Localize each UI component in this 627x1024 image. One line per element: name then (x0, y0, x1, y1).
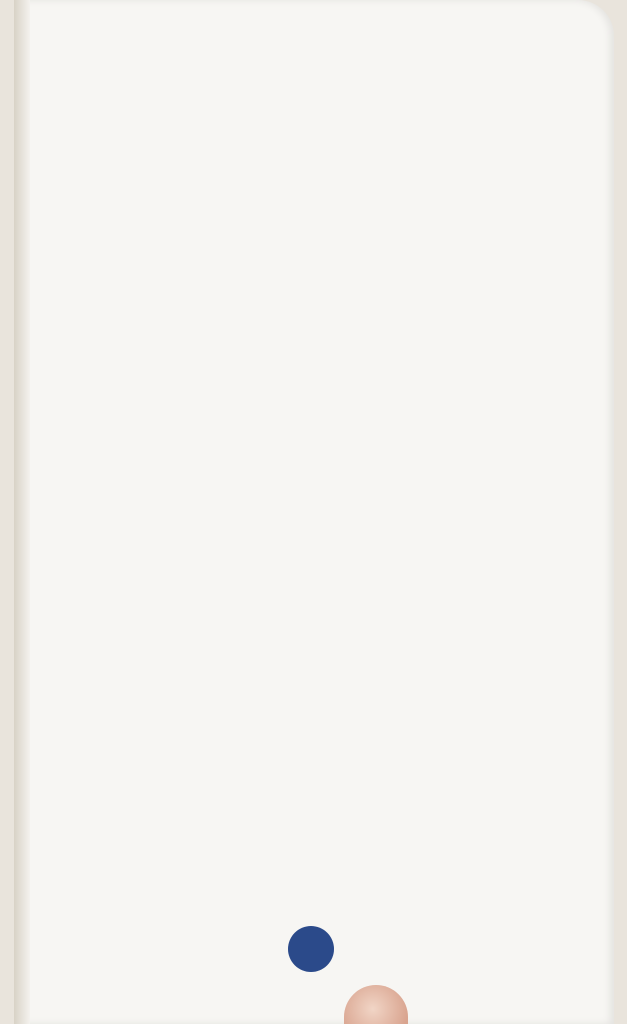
page-title (14, 138, 614, 140)
page-number-badge (288, 926, 334, 972)
top-decorative-border (14, 0, 614, 110)
book-page (14, 0, 614, 1024)
page-edge (14, 0, 30, 1024)
